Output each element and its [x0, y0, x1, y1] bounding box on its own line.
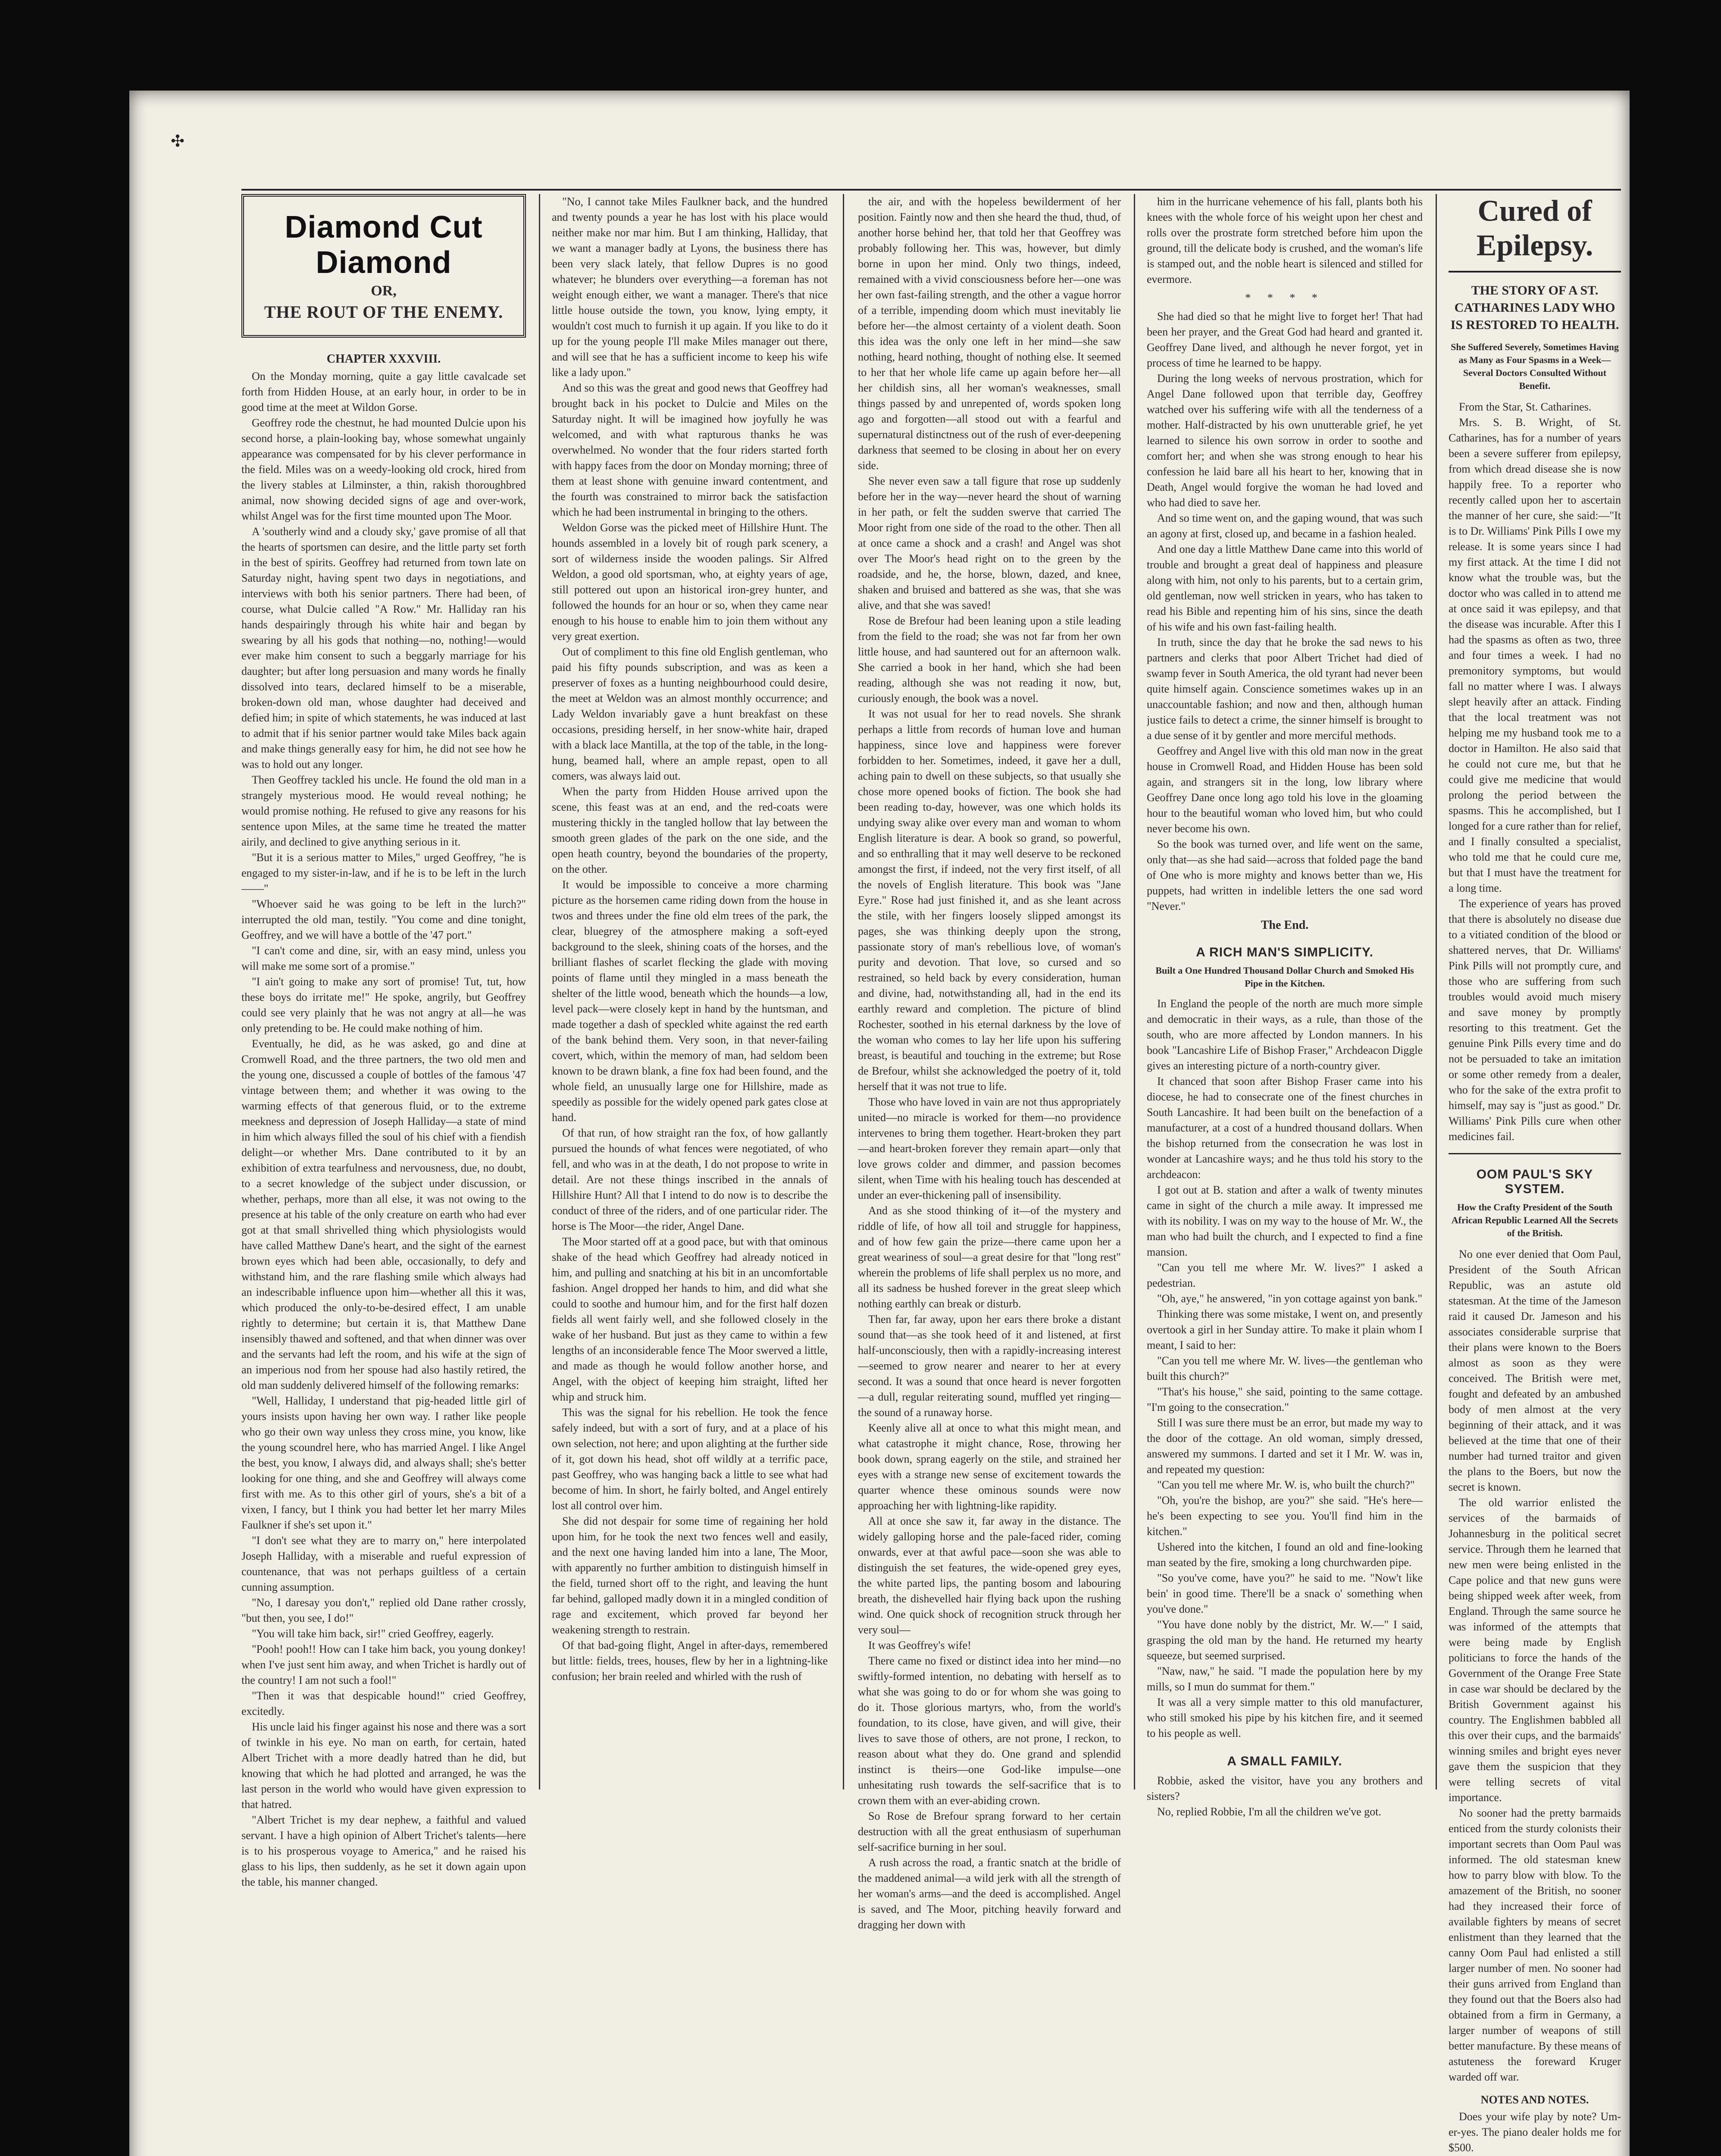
source-line: From the Star, St. Catharines. [1459, 401, 1592, 413]
paragraph: No, replied Robbie, I'm all the children we've got. [1157, 1805, 1381, 1818]
rich-man-deck: Built a One Hundred Thousand Dollar Church and Smoked His Pipe in the Kitchen. [1155, 965, 1414, 989]
paragraph: "No, I daresay you don't," replied old Dane rather crossly, "but then, you see, I do!" [241, 1596, 526, 1624]
paragraph: "Can you tell me where Mr. W. lives—the gentleman who built this church?" [1147, 1354, 1423, 1382]
paragraph: It chanced that soon after Bishop Fraser came into his diocese, he had to consecrate one of the finest churches in South Lancashire. It had been built on the benefaction of a manufacturer, at a cost of a hundred thousand dollars. When the bishop returned from the consecration he was lost in wonder at Lancashire ways; and he thus told his story to the archdeacon: [1147, 1075, 1423, 1181]
paragraph: The Moor started off at a good pace, but with that ominous shake of the head which Geoffrey had already noticed in him, and pulling and snatching at his bit in an uncomfortable fashion. Angel dropped her hands to him, and did what she could to soothe and humour him, and for the first half dozen fields all went fairly well, and she followed closely in the wake of her husband. But just as they came to within a few lengths of an inconsiderable fence The Moor swerved a little, and made as though he would follow another horse, and Angel, with the object of keeping him straight, lifted her whip and struck him. [552, 1235, 828, 1403]
paragraph: No sooner had the pretty barmaids enticed from the sturdy colonists their important secrets than Oom Paul was informed. The old statesman knew how to parry blow with blow. To the amazement of the British, no sooner had they increased their force of available fighters by means of secret enlistment than they learned that the canny Oom Paul had enlisted a still larger number of men. No sooner had their guns arrived from England than they found out that the Boers also had obtained from a firm in Germany, a larger number of weapons of still better manufacture. By these means of astuteness the foreward Kruger warded off war. [1449, 1807, 1621, 2083]
newspaper-page [129, 91, 1630, 2156]
paragraph: This was the signal for his rebellion. He took the fence safely indeed, but with a sort of fury, and at a place of his own selection, not here; and upon alighting at the further side of it, got down his head, shot off wildly at a terrific pace, past Geoffrey, who was hanging back a little to see what had become of him. In short, he fairly bolted, and Angel entirely lost all control over him. [552, 1406, 828, 1512]
paragraph: "So you've come, have you?" he said to me. "Now't like bein' in good time. There'll be a snack o' something when you've done." [1147, 1572, 1423, 1615]
top-rule [241, 189, 1621, 191]
paragraph: A rush across the road, a frantic snatch at the bridle of the maddened animal—a wild jerk with all the strength of her woman's arms—and the deed is accomplished. Angel is saved, and The Moor, pitching heavily forward and dragging her down with [858, 1856, 1121, 1931]
paragraph: And so time went on, and the gaping wound, that was such an agony at first, closed up, and became in a fashion healed. [1147, 512, 1423, 540]
column-story-continued-2 [858, 194, 1121, 2156]
paragraph: Robbie, asked the visitor, have you any brothers and sisters? [1147, 1774, 1423, 1802]
story-paragraphs-4 [1147, 194, 1423, 1820]
paragraph: "I can't come and dine, sir, with an easy mind, unless you will make me some sort of a promise." [241, 944, 526, 972]
story-title-box [241, 194, 526, 338]
oom-title: OOM PAUL'S SKY SYSTEM. [1476, 1167, 1593, 1196]
story-paragraphs-2 [552, 194, 828, 1684]
paragraph: She had died so that he might live to forget her! That had been her prayer, and the Great God had heard and granted it. Geoffrey Dane lived, and although he never forgot, yet in process of time he learned to be happy. [1147, 310, 1423, 369]
paragraph: "No, I cannot take Miles Faulkner back, and the hundred and twenty pounds a year he has lost with his place would neither make nor mar him. But I am thinking, Halliday, that we want a manager badly at Lyons, the business there has been very slack lately, that fellow Dupres is no good whatever; he blunders over everything—a foreman has not weight enough either, we want a manager. There's that nice little house outside the town, you know, lying empty, it wouldn't cost much to furnish it up again. If you like to do it up for the young people I'll make Miles manager out there, and will see that he has a sufficient income to keep his wife like a lady upon." [552, 195, 828, 379]
paragraph: A 'southerly wind and a cloudy sky,' gave promise of all that the hearts of sportsmen can desire, and the little party set forth in the best of spirits. Geoffrey had returned from town late on Saturday night, having spent two days in negotiations, and interviews with both his senior partners. There had been, of course, what Dulcie called "A Row." Mr. Halliday ran his hands despairingly through his white hair and began by swearing by all his gods that nothing—no, nothing!—would ever make him consent to such a beggarly marriage for his daughter; but after long persuasion and many words he finally dissolved into tears, declared himself to be a miserable, broken-down old man, whose daughter had deceived and defied him; in spite of which statements, he was induced at last to admit that if his senior partner would take Miles back again and make things generally easy for him, he did not see how he was to hold out any longer. [241, 525, 526, 771]
paragraph: "That's his house," she said, pointing to the same cottage. "I'm going to the consecration." [1147, 1385, 1423, 1413]
cured-epilepsy-title: Cured of Epilepsy. [1449, 194, 1621, 273]
column-serial-story [241, 194, 526, 2156]
paragraph: Geoffrey and Angel live with this old man now in the great house in Cromwell Road, and Hidden House has been sold again, and strangers sit in the long, low library where Geoffrey Dane once long ago told his love in the gloaming hour to the beautiful woman who loved him, but who could never become his own. [1147, 745, 1423, 835]
paragraph: It was all a very simple matter to this old manufacturer, who still smoked his pipe by his kitchen fire, and it seemed to his people as well. [1147, 1696, 1423, 1739]
paragraph: the air, and with the hopeless bewilderment of her position. Faintly now and then she heard the thud, thud, of another horse behind her, that told her that Geoffrey was probably following her. This was, however, but dimly borne in upon her mind. Only two things, indeed, remained with a vivid consciousness before her—one was her own fast-failing strength, and the other a vague horror of a terrible, impending doom which must inevitably lie before her—the almost certainty of a violent death. Soon this idea was the only one left in her mind—she saw nothing, heard nothing, thought of nothing else. It seemed to her that her whole life came up again before her—all her childish sins, all her woman's weaknesses, small things passed by and unrepented of, words spoken long ago and forgotten—all stood out with a fearful and supernatural distinctness out of the rush of ever-deepening darkness that seemed to be closing in about her on every side. [858, 195, 1121, 472]
chapter-heading: CHAPTER XXXVIII. [326, 352, 441, 366]
paragraph: So Rose de Brefour sprang forward to her certain destruction with all the great enthusiasm of superhuman self-sacrifice burning in her soul. [858, 1810, 1121, 1853]
paragraph: Ushered into the kitchen, I found an old and fine-looking man seated by the fire, smoking a long churchwarden pipe. [1147, 1541, 1423, 1569]
paragraph: "Then it was that despicable hound!" cried Geoffrey, excitedly. [241, 1689, 526, 1717]
small-family-title: A SMALL FAMILY. [1227, 1754, 1342, 1768]
paragraph: "Whoever said he was going to be left in the lurch?" interrupted the old man, testily. "You come and dine tonight, Geoffrey, and we will have a bottle of the '47 port." [241, 898, 526, 941]
paragraph: When the party from Hidden House arrived upon the scene, this feast was at an end, and the red-coats were mustering thickly in the tangled hollow that lay between the smooth green glades of the park on the one side, and the open heath country, beyond the boundaries of the property, on the other. [552, 785, 828, 875]
paragraph: "I ain't going to make any sort of promise! Tut, tut, how these boys do irritate me!" He spoke, angrily, but Geoffrey could see very plainly that he was not angry at all—he was only pretending to be. He could make nothing of him. [241, 975, 526, 1034]
paragraph: Eventually, he did, as he was asked, go and dine at Cromwell Road, and the three partners, the two old men and the young one, discussed a couple of bottles of the famous '47 vintage between them; and whether it was owing to the warming effects of that generous fluid, or to the extreme meekness and depression of Joseph Halliday—a state of mind in him which always filled the soul of his chief with a fiendish delight—or whether Mrs. Dane contributed to it by an exhibition of extra tearfulness and nervousness, due, no doubt, to a secret knowledge of the subject under discussion, or whether, perhaps, more than all else, it was not owing to the presence at his table of the only creature on earth who had ever got at that small shrivelled thing which physiologists would have called Matthew Dane's heart, and the sight of the earnest brown eyes which had been able, occasionally, to defy and withstand him, and the rare flashing smile which always had an indescribable influence upon him—whether all this it was, which produced the only-to-be-desired effect, I am unable rightly to determine; but certain it is, that Matthew Dane insensibly thawed and softened, and that when dinner was over and the servants had left the room, and his wife at the sign of an imperious nod from her spouse had also hastily retired, the old man suddenly delivered himself of the following remarks: [241, 1037, 526, 1391]
column-advertisement [1449, 194, 1621, 2156]
margin-ornament: ✣ [171, 132, 185, 150]
paragraph: So the book was turned over, and life went on the same, only that—as she had said—across that folded page the band of One who is more mighty and knows better than we, His puppets, had written in indelible letters the one sad word "Never." [1147, 838, 1423, 912]
paragraph: Out of compliment to this fine old English gentleman, who paid his fifty pounds subscription, and was as keen a preserver of foxes as a hunting neighbourhood could desire, the meet at Weldon was an almost monthly occurrence; and Lady Weldon invariably gave a hunt breakfast on these occasions, presiding herself, in her snow-white hair, draped with a black lace Mantilla, at the top of the table, in the long-hung, beamed hall, where an ample repast, open to all comers, was always laid out. [552, 646, 828, 782]
story-paragraphs-3 [858, 194, 1121, 1933]
story-title: Diamond Cut Diamond [285, 210, 483, 280]
paragraph: Rose de Brefour had been leaning upon a stile leading from the field to the road; she was not far from her own little house, and had sauntered out for an afternoon walk. She carried a book in her hand, which she had been reading, although she was not reading it now, but, curiously enough, the book was a novel. [858, 614, 1121, 705]
story-subtitle: THE ROUT OF THE ENEMY. [264, 302, 504, 322]
paragraph: "Oh, you're the bishop, are you?" she said. "He's here—he's been expecting to see you. You'll find him in the kitchen." [1147, 1494, 1423, 1538]
paragraph: "Well, Halliday, I understand that pig-headed little girl of yours insists upon having her own way. I rather like people who go their own way unless they cross mine, you know, like the young scoundrel here, who has married Angel. I like Angel the best, you know, I always did, and always shall; she's better looking for one thing, and she and Geoffrey will always come first with me. As to this other girl of yours, she's a bit of a vixen, I fancy, but I think you had better let her marry Miles Faulkner if she's set upon it." [241, 1395, 526, 1531]
paragraph: It would be impossible to conceive a more charming picture as the horsemen came riding down from the house in twos and threes under the fine old elm trees of the park, the clear, bluegrey of the atmosphere making a soft-eyed background to the sleek, shining coats of the horses, and the brilliant flashes of scarlet flecking the glade with moving points of flame until they mingled in a mass beneath the shelter of the little wood, beneath which the hounds—a low, level pack—were closely kept in hand by the huntsman, and made together a dash of speckled white against the red earth of the bank behind them. Very soon, in that never-failing covert, which, within the memory of man, had seldom been known to be drawn blank, a fine fox had been found, and the whole field, an unusually large one for Hillshire, made as speedily as possible for the widely opened park gates close at hand. [552, 878, 828, 1124]
column-story-continued [552, 194, 828, 2156]
paragraph: "Albert Trichet is my dear nephew, a faithful and valued servant. I have a high opinion of Albert Trichet's talents—here is to his prosperous voyage to America," and he raised his glass to his lips, then suddenly, as he set it down again upon the table, his manner changed. [241, 1814, 526, 1888]
notes-title: NOTES AND NOTES. [1480, 2093, 1589, 2106]
story-head: THE STORY OF A ST. CATHARINES LADY WHO IS RESTORED TO HEALTH. [1450, 283, 1619, 332]
paragraph: "Pooh! pooh!! How can I take him back, you young donkey! when I've just sent him away, and when Trichet is hardly out of the country! I am not such a fool!" [241, 1643, 526, 1686]
column-rule-2 [843, 194, 844, 1789]
paragraph: "Can you tell me where Mr. W. is, who built the church?" [1157, 1479, 1415, 1491]
paragraph: Mrs. S. B. Wright, of St. Catharines, has for a number of years been a severe sufferer from epilepsy, from which dread disease she is now happily free. To a reporter who recently called upon her to ascertain the manner of her cure, she said:—"It is to Dr. Williams' Pink Pills I owe my release. It is some years since I had my first attack. At the time I did not know what the trouble was, but the doctor who was called in to attend me at once said it was epilepsy, and that the disease was incurable. After this I had the spasms as often as two, three and four times a week. I had no premonitory symptoms, but would fall no matter where I was. I always slept heavily after an attack. Finding that the local treatment was not helping me my husband took me to a doctor in Hamilton. He also said that he could not cure me, but that he could give me medicine that would prolong the period between the spasms. This he accomplished, but I longed for a cure rather than for relief, and I finally consulted a specialist, who told me that he could cure me, but that I must have the treatment for a long time. [1449, 416, 1621, 894]
paragraph: "Oh, aye," he answered, "in yon cottage against yon bank." [1157, 1292, 1422, 1305]
paragraph: "Can you tell me where Mr. W. lives?" I asked a pedestrian. [1147, 1261, 1423, 1289]
story-deck: She Suffered Severely, Sometimes Having as Many as Four Spasms in a Week—Several Doctors Consulted Without Benefit. [1451, 342, 1619, 391]
paragraph: Weldon Gorse was the picked meet of Hillshire Hunt. The hounds assembled in a lovely bit of rough park scenery, a sort of wilderness inside the wooden palings. Sir Alfred Weldon, a good old sportsman, who, at eighty years of age, still pottered out upon an historical iron-grey hunter, and followed the hounds for an hour or so, when they came near enough to his house to enable him to join them without any very great exertion. [552, 521, 828, 642]
column-story-end-and-articles [1147, 194, 1423, 2156]
paragraph: And one day a little Matthew Dane came into this world of trouble and brought a great deal of happiness and pleasure along with him, not only to his parents, but to a certain grim, old gentleman, now well stricken in years, who has taken to read his Bible and repenting him of his sins, since the death of his wife and his own fast-failing health. [1147, 543, 1423, 633]
paragraph: Then far, far away, upon her ears there broke a distant sound that—as she took heed of it and listened, at first half-unconsciously, then with a rapidly-increasing interest—seemed to grow nearer and nearer to her at every second. It was a sound that once heard is never forgotten—a dull, regular reiterating sound, muffled yet ringing—the sound of a runaway horse. [858, 1313, 1121, 1419]
divider [1449, 1153, 1621, 1154]
paragraph: There came no fixed or distinct idea into her mind—no swiftly-formed intention, no debating with herself as to what she was going to do or for whom she was going to do it. Those glorious martyrs, who, from the world's foundation, to its close, have given, and will give, their lives to save those of others, are not prone, I reckon, to reason about what they do. One grand and splendid instinct is theirs—one God-like impulse—one unhesitating rush towards the self-sacrifice that is to crown them with an ever-abiding crown. [858, 1655, 1121, 1807]
paragraph: Of that run, of how straight ran the fox, of how gallantly pursued the hounds of what fences were negotiated, of who fell, and who was in at the death, I do not propose to write in detail. Are not these things inscribed in the annals of Hillshire Hunt? All that I intend to do now is to describe the conduct of three of the riders, and of one particular rider. The horse is The Moor—the rider, Angel Dane. [552, 1127, 828, 1232]
paragraph: "Naw, naw," he said. "I made the population here by my mills, so I mun do summat for them." [1147, 1665, 1423, 1693]
paragraph: On the Monday morning, quite a gay little cavalcade set forth from Hidden House, at an early hour, in order to be in good time at the meet at Wildon Gorse. [241, 370, 526, 414]
oom-deck: How the Crafty President of the South African Republic Learned All the Secrets of the British. [1451, 1202, 1618, 1238]
paragraph: "You will take him back, sir!" cried Geoffrey, eagerly. [252, 1627, 494, 1640]
column-rule-1 [539, 194, 540, 1789]
paragraph: All at once she saw it, far away in the distance. The widely galloping horse and the pale-faced rider, coming onwards, ever at that awful pace—soon she was able to distinguish the set features, the wide-opened grey eyes, the white parted lips, the panting bosom and labouring breath, the dishevelled hair flying back upon the rushing wind. One quick shock of recognition struck through her very soul— [858, 1515, 1121, 1636]
story-paragraphs [241, 369, 526, 1890]
paragraph: Then Geoffrey tackled his uncle. He found the old man in a strangely mysterious mood. He would reveal nothing; he would promise nothing. He refused to give any reasons for his sentence upon Miles, at the same time he treated the matter airily, and declined to give anything serious in it. [241, 774, 526, 848]
paragraph: His uncle laid his finger against his nose and there was a sort of twinkle in his eye. No man on earth, for certain, hated Albert Trichet with a more deadly hatred than he did, but knowing that which he had plotted and arranged, he was the last person in the world who would have given expression to that hatred. [241, 1720, 526, 1811]
paragraph: The experience of years has proved that there is absolutely no disease due to a vitiated condition of the blood or shattered nerves, that Dr. Williams' Pink Pills will not promptly cure, and those who are suffering from such troubles would avoid much misery and save money by promptly resorting to this treatment. Get the genuine Pink Pills every time and do not be persuaded to take an imitation or some other remedy from a dealer, who for the sake of the extra profit to himself, may say is "just as good." Dr. Williams' Pink Pills cure when other medicines fail. [1449, 897, 1621, 1143]
section-stars: * * * * [1245, 291, 1324, 304]
paragraph: No one ever denied that Oom Paul, President of the South African Republic, was an astute old statesman. At the time of the Jameson raid it caused Dr. Jameson and his associates considerable surprise that their plans were known to the Boers almost as soon as they were conceived. The British were met, fought and defeated by an ambushed body of men almost at the very beginning of their attack, and it was believed at the time that one of their number had turned traitor and given the plans to the Boers, but now the secret is known. [1449, 1248, 1621, 1493]
paragraph: And so this was the great and good news that Geoffrey had brought back in his pocket to Dulcie and Miles on the Saturday night. It will be imagined how joyfully he was welcomed, and with what rapturous thanks he was overwhelmed. No wonder that the four riders started forth with happy faces from the door on Monday morning; three of them at least shone with genuine inward contentment, and the fourth was constrained to mirror back the satisfaction which he had been instrumental in bringing to the others. [552, 382, 828, 518]
paragraph: Thinking there was some mistake, I went on, and presently overtook a girl in her Sunday attire. To make it plain whom I meant, I said to her: [1147, 1308, 1423, 1351]
paragraph: She did not despair for some time of regaining her hold upon him, for he took the next two fences well and easily, and the next one having landed him into a lane, The Moor, with apparently no further ambition to distinguish himself in the field, turned short off to the right, and leaving the hunt far behind, galloped madly down it in a mingled condition of rage and excitement, which proved far beyond her weakening strength to restrain. [552, 1515, 828, 1636]
cure-paragraphs [1449, 415, 1621, 1144]
paragraph: She never even saw a tall figure that rose up suddenly before her in the way—never heard the shout of warning in her path, or felt the sudden swerve that carried The Moor right from one side of the road to the other. Then all at once came a shock and a crash! and Angel was shot over The Moor's head right on to the green by the roadside, and he, the horse, blown, dazed, and knee, shaken and bruised and battered as she was, that she was alive, and that she was saved! [858, 475, 1121, 611]
the-end: The End. [1261, 918, 1309, 932]
paragraph: In truth, since the day that he broke the sad news to his partners and clerks that poor Albert Trichet had died of swamp fever in South America, the old tyrant had never been quite himself again. Conscience sometimes wakes up in an unaccountable fashion; and now and then, although human justice fails to detect a crime, the sinner himself is brought to a due sense of it by gentler and more merciful methods. [1147, 636, 1423, 742]
paragraph: "I don't see what they are to marry on," here interpolated Joseph Halliday, with a miserable and rueful expression of countenance, that was not perhaps guiltless of a certain cunning assumption. [241, 1534, 526, 1593]
paragraph: During the long weeks of nervous prostration, which for Angel Dane followed upon that terrible day, Geoffrey watched over his suffering wife with all the tenderness of a mother. Half-distracted by his own unutterable grief, he yet learned to silence his own sorrow in order to soothe and comfort her; and when she was strong enough to hear his confession he laid bare all his heart to her, knowing that in Death, Angel would forgive the woman he had loved and who had died to save her. [1147, 372, 1423, 509]
paragraph: Still I was sure there must be an error, but made my way to the door of the cottage. An old woman, simply dressed, answered my summons. I darted and set it I Mr. W. was in, and repeated my question: [1147, 1416, 1423, 1476]
rich-man-title: A RICH MAN'S SIMPLICITY. [1196, 945, 1374, 959]
paragraph: I got out at B. station and after a walk of twenty minutes came in sight of the church a mile away. It impressed me with its nobility. I was on my way to the house of Mr. W., the man who had built the church, and I expected to find a fine mansion. [1147, 1184, 1423, 1258]
paragraph: And as she stood thinking of it—of the mystery and riddle of life, of how all toil and struggle for happiness, and of how few gain the prize—there came upon her a great weariness of soul—a great desire for that "long rest" wherein the problems of life shall perplex us no more, and all its sadness be hushed forever in the great sleep which nothing earthly can break or disturb. [858, 1204, 1121, 1310]
column-rule-4 [1436, 194, 1437, 1789]
paragraph: "You have done nobly by the district, Mr. W.—" I said, grasping the old man by the hand. He returned my hearty squeeze, but seemed surprised. [1147, 1618, 1423, 1662]
story-or: OR, [371, 283, 397, 299]
paragraph: Of that bad-going flight, Angel in after-days, remembered but little: fields, trees, houses, flew by her in a lightning-like confusion; her brain reeled and whirled with the rush of [552, 1639, 828, 1683]
paragraph: Those who have loved in vain are not thus appropriately united—no miracle is worked for them—no providence intervenes to bring them together. Heart-broken they part—and heart-broken forever they remain apart—only that love grows colder and dimmer, and passion becomes silent, when Time with his healing touch has descended at under an ever-thickening pall of insensibility. [858, 1096, 1121, 1201]
notes-text: Does your wife play by note? Um-er-yes. The piano dealer holds me for $500. [1449, 2110, 1621, 2154]
paragraph: Keenly alive all at once to what this might mean, and what catastrophe it might chance, Rose, throwing her book down, sprang eagerly on the stile, and strained her eyes with a strange new sense of excitement towards the quarter whence these ominous sounds were now approaching her with lightning-like rapidity. [858, 1422, 1121, 1512]
paragraph: In England the people of the north are much more simple and democratic in their ways, as a rule, than those of the south, who are more affected by London manners. In his book "Lancashire Life of Bishop Fraser," Archdeacon Diggle gives an interesting picture of a north-country giver. [1147, 997, 1423, 1072]
paragraph: It was not usual for her to read novels. She shrank perhaps a little from records of human love and human happiness, since love and happiness were forever forbidden to her. Sometimes, indeed, it gave her a dull, aching pain to dwell on these subjects, so that usually she chose more opened books of fiction. The book she had been reading to-day, however, was one which holds its undying sway alike over every man and woman to whom English literature is dear. A book so grand, so powerful, and so enthralling that it may well deserve to be reckoned amongst the first, if indeed, not the very first itself, of all the novels of English literature. This book was "Jane Eyre." Rose had just finished it, and as she leant across the stile, with her fingers loosely slipped amongst its pages, she was thinking deeply upon the strong, passionate story of man's rebellious love, of woman's purity and devotion. That love, so cursed and so restrained, so held back by every consideration, human and divine, had, notwithstanding all, had in the end its earthly reward and completion. The picture of blind Rochester, soothed in his eternal darkness by the love of the woman who comes to lay her life upon his suffering breast, is beautiful and touching in the extreme; but Rose de Brefour, whilst she acknowledged the poetry of it, told herself that it was not true to life. [858, 708, 1121, 1093]
paragraph: "But it is a serious matter to Miles," urged Geoffrey, "he is engaged to my sister-in-law, and if he is to be left in the lurch——" [241, 851, 526, 895]
paragraph: The old warrior enlisted the services of the barmaids of Johannesburg in the political secret service. Through them he learned that new men were being enlisted in the Cape police and that new guns were being shipped week after week, from England. Through the same source he was informed of the attempts that were being made by English politicians to force the hands of the Government of the Orange Free State in case war should be declared by the British Government against his country. The Englishmen babbled all this over their cups, and the barmaids' winning smiles and bright eyes never gave them the suspicion that they were telling secrets of vital importance. [1449, 1496, 1621, 1804]
paragraph: him in the hurricane vehemence of his fall, plants both his knees with the whole force of his weight upon her chest and rolls over the prostrate form stretched before him upon the ground, till the delicate body is crushed, and the woman's life is stamped out, and the noble heart is silenced and stilled for evermore. [1147, 195, 1423, 285]
column-rule-3 [1134, 194, 1135, 1789]
paragraph: It was Geoffrey's wife! [868, 1639, 971, 1651]
paragraph: Geoffrey rode the chestnut, he had mounted Dulcie upon his second horse, a plain-looking bay, whose somewhat ungainly appearance was compensated for by his clever performance in the field. Miles was on a weedy-looking old crock, hired from the livery stables at Lilminster, a thin, rakish thoroughbred animal, now showing decided signs of age and over-work, whilst Angel was for the first time mounted upon The Moor. [241, 417, 526, 522]
oom-paragraphs [1449, 1247, 1621, 2085]
